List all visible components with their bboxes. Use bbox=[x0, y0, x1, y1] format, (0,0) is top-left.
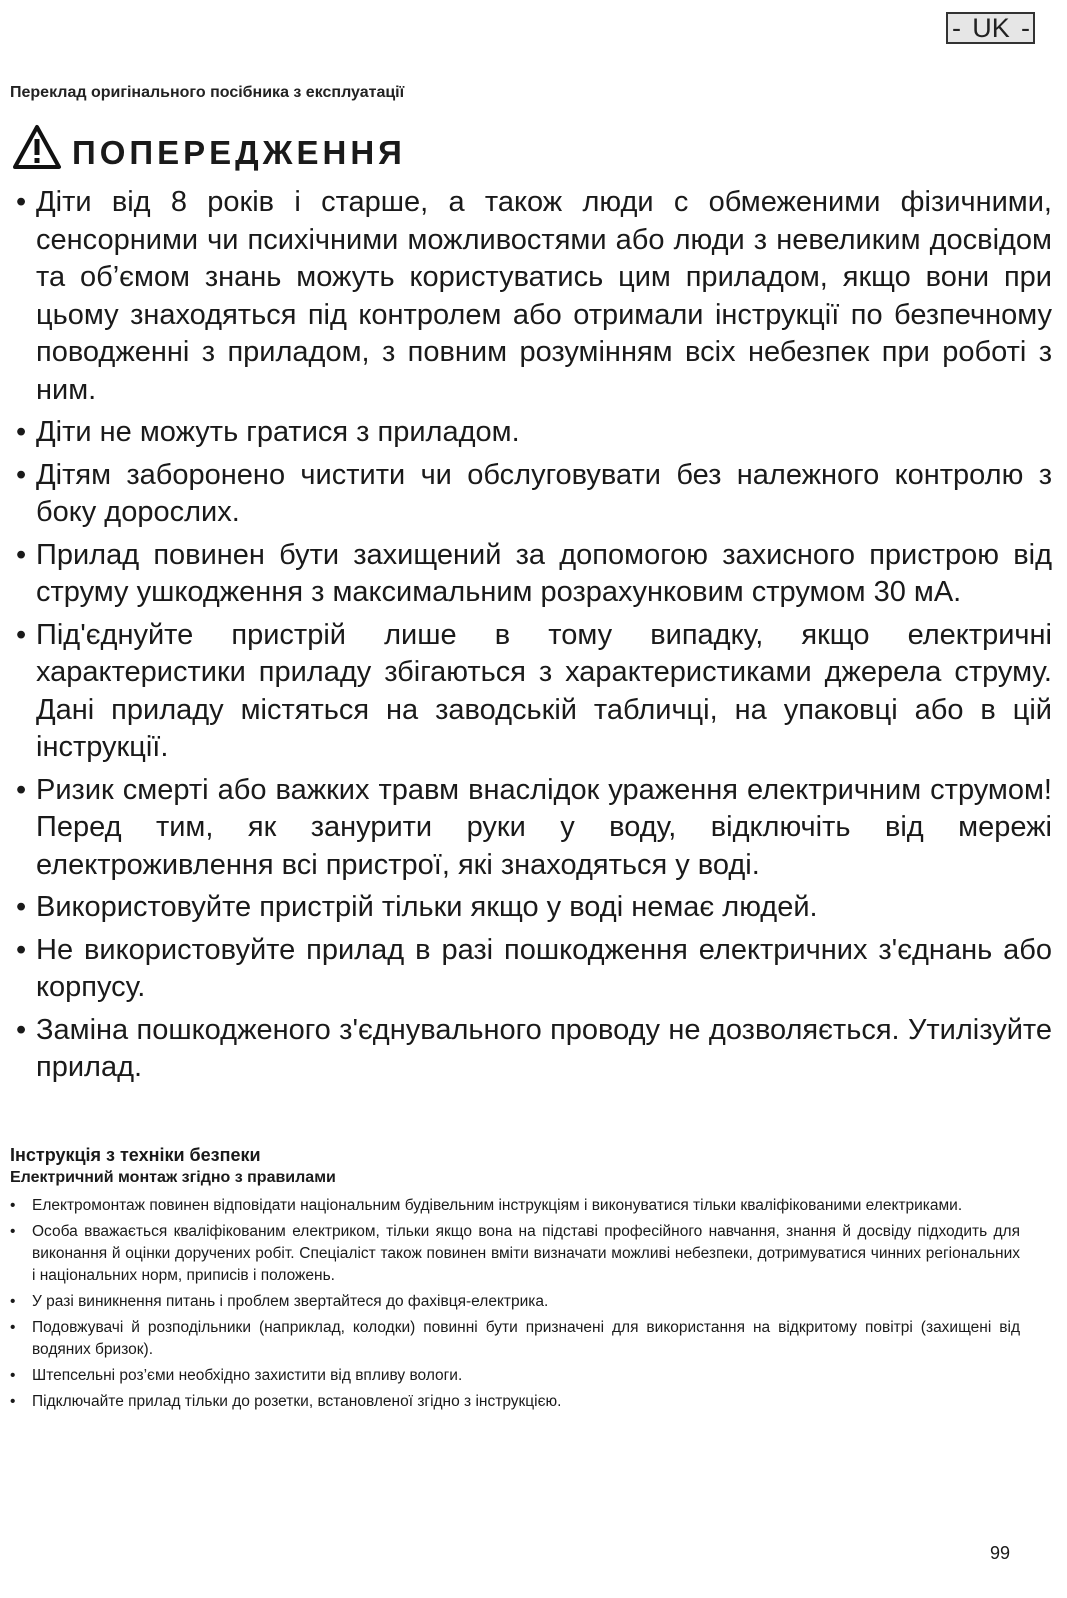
safety-subtitle: Електричний монтаж згідно з правилами bbox=[10, 1169, 336, 1186]
safety-item-text: Підключайте прилад тільки до розетки, встановленої згідно з інструкцією. bbox=[32, 1393, 562, 1410]
page-number: 99 bbox=[990, 1543, 1011, 1563]
warning-item-text: Діти не можуть гратися з приладом. bbox=[36, 416, 520, 448]
warning-item bbox=[8, 889, 1052, 927]
badge-dash-left: - bbox=[952, 13, 961, 43]
safety-item bbox=[10, 1221, 1020, 1287]
bullet: • bbox=[16, 416, 27, 448]
warning-item bbox=[8, 1012, 1052, 1087]
warning-item-text: Не використовуйте прилад в разі пошкодження електричних з'єднань або корпусу. bbox=[36, 933, 1052, 1003]
warning-item-text: Заміна пошкодженого з'єднувального проводу не дозволяється. Утилізуйте прилад. bbox=[36, 1013, 1052, 1083]
safety-item-text: Подовжувачі й розподільники (наприклад, колодки) повинні бути призначені для використання на відкритому повітрі (захищені від водяних бризок). bbox=[32, 1319, 1020, 1358]
warning-item bbox=[8, 772, 1052, 885]
document-subtitle: Переклад оригінального посібника з експлуатації bbox=[10, 84, 405, 101]
warning-item-text: Використовуйте пристрій тільки якщо у воді немає людей. bbox=[36, 891, 818, 923]
warning-item-text: Прилад повинен бути захищений за допомогою захисного пристрою від струму ушкодження з максимальним розрахунковим струмом 30 мА. bbox=[36, 538, 1052, 608]
warning-title: ПОПЕРЕДЖЕННЯ bbox=[72, 134, 406, 171]
safety-item bbox=[10, 1317, 1020, 1361]
bullet: • bbox=[16, 891, 27, 923]
safety-section bbox=[10, 1143, 1020, 1417]
safety-item-text: Електромонтаж повинен відповідати національним будівельним інструкціям і виконуватися тільки кваліфікованими електриками. bbox=[32, 1197, 963, 1214]
warning-item-text: Дітям заборонено чистити чи обслуговувати без належного контролю з боку дорослих. bbox=[36, 458, 1052, 528]
bullet: • bbox=[16, 933, 27, 966]
warning-list bbox=[8, 184, 1052, 1092]
bullet: • bbox=[16, 618, 27, 651]
language-code: UK bbox=[972, 13, 1010, 43]
safety-list bbox=[10, 1195, 1020, 1413]
warning-item bbox=[8, 457, 1052, 532]
bullet: • bbox=[16, 458, 27, 491]
bullet: • bbox=[16, 186, 27, 218]
bullet: • bbox=[16, 538, 27, 571]
safety-item bbox=[10, 1195, 1020, 1217]
warning-item bbox=[8, 617, 1052, 767]
warning-item bbox=[8, 932, 1052, 1007]
warning-item bbox=[8, 414, 1052, 452]
safety-item-text: Особа вважається кваліфікованим електриком, тільки якщо вона на підставі професійного навчання, знання й досвіду підходить для виконання й оцінки доручених робіт. Спеціаліст також повинен вміти визначати можливі небезпеки, дотримуватися чинних регіональних і національних норм, приписів і положень. bbox=[32, 1223, 1020, 1284]
bullet: • bbox=[16, 1013, 27, 1046]
warning-item-text: Ризик смерті або важких травм внаслідок ураження електричним струмом! Перед тим, як занурити руки у воду, відключіть від мережі електроживлення всі пристрої, які знаходяться у воді. bbox=[36, 773, 1052, 881]
bullet: • bbox=[10, 1367, 16, 1384]
warning-item-text: Діти від 8 років і старше, а також люди с обмеженими фізичними, сенсорними чи психічними можливостями або люди з невеликим досвідом та об’ємом знань можуть користуватись цим приладом, якщо вони при цьому знаходяться під контролем або отримали інструкції по безпечному поводженні з приладом, з повним розумінням всіх небезпек при роботі з ним. bbox=[36, 186, 1052, 406]
bullet: • bbox=[16, 773, 27, 806]
safety-title: Інструкція з техніки безпеки bbox=[10, 1145, 261, 1165]
safety-item bbox=[10, 1391, 1020, 1413]
safety-item-text: Штепсельні роз’єми необхідно захистити від впливу вологи. bbox=[32, 1367, 463, 1384]
bullet: • bbox=[10, 1223, 16, 1240]
safety-item bbox=[10, 1291, 1020, 1313]
warning-heading bbox=[12, 124, 406, 170]
warning-item bbox=[8, 184, 1052, 409]
language-badge bbox=[946, 12, 1035, 44]
warning-triangle-icon bbox=[12, 124, 62, 170]
bullet: • bbox=[10, 1197, 16, 1214]
badge-dash-right: - bbox=[1020, 13, 1030, 43]
safety-item-text: У разі виникнення питань і проблем звертайтеся до фахівця-електрика. bbox=[32, 1293, 549, 1310]
warning-item bbox=[8, 537, 1052, 612]
bullet: • bbox=[10, 1319, 16, 1336]
warning-item-text: Під'єднуйте пристрій лише в тому випадку, якщо електричні характеристики приладу збігаються з характеристиками джерела струму. Дані приладу містяться на заводській табличці, на упаковці або в цій інструкції. bbox=[36, 618, 1052, 763]
bullet: • bbox=[10, 1293, 16, 1310]
bullet: • bbox=[10, 1393, 16, 1410]
safety-item bbox=[10, 1365, 1020, 1387]
